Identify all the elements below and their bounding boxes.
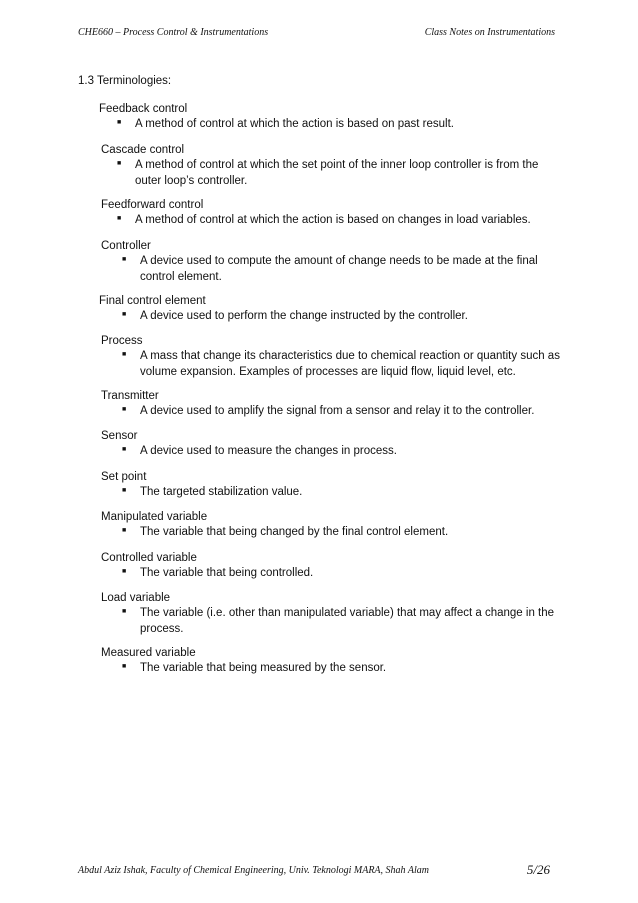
term-description: A mass that change its characteristics due to chemical reaction or quantity such as volume expansion. Examples of processes are liquid flow, liquid level, etc. — [140, 350, 560, 378]
term-description: A method of control at which the action is based on past result. — [135, 118, 454, 130]
term-description: The variable that being changed by the final control element. — [140, 526, 449, 538]
square-bullet-icon: ■ — [122, 568, 127, 575]
header-course-title: CHE660 – Process Control & Instrumentations — [78, 27, 269, 38]
term-name: Controller — [101, 240, 151, 252]
square-bullet-icon: ■ — [122, 256, 127, 263]
square-bullet-icon: ■ — [117, 119, 122, 126]
term-description: A device used to amplify the signal from a sensor and relay it to the controller. — [140, 405, 535, 417]
term-name: Process — [101, 335, 143, 347]
term-name: Sensor — [101, 430, 138, 442]
term-description: The variable that being measured by the sensor. — [140, 662, 387, 674]
square-bullet-icon: ■ — [122, 608, 127, 615]
square-bullet-icon: ■ — [122, 487, 127, 494]
square-bullet-icon: ■ — [122, 663, 127, 670]
square-bullet-icon: ■ — [122, 351, 127, 358]
term-description: A device used to measure the changes in process. — [140, 445, 397, 457]
term-description: The variable that being controlled. — [140, 567, 314, 579]
term-description: A device used to perform the change instructed by the controller. — [140, 310, 468, 322]
term-description: A method of control at which the action is based on changes in load variables. — [135, 214, 531, 226]
term-name: Measured variable — [101, 647, 196, 659]
square-bullet-icon: ■ — [122, 406, 127, 413]
term-name: Set point — [101, 471, 147, 483]
term-name: Controlled variable — [101, 552, 197, 564]
term-description: The targeted stabilization value. — [140, 486, 303, 498]
term-name: Manipulated variable — [101, 511, 208, 523]
square-bullet-icon: ■ — [122, 527, 127, 534]
square-bullet-icon: ■ — [117, 160, 122, 167]
square-bullet-icon: ■ — [117, 215, 122, 222]
term-name: Transmitter — [101, 390, 159, 402]
term-description: The variable (i.e. other than manipulated variable) that may affect a change in the process. — [140, 607, 555, 635]
footer-author: Abdul Aziz Ishak, Faculty of Chemical Engineering, Univ. Teknologi MARA, Shah Alam — [78, 865, 429, 876]
term-name: Feedback control — [99, 103, 188, 115]
term-name: Final control element — [99, 295, 206, 307]
square-bullet-icon: ■ — [122, 311, 127, 318]
term-name: Cascade control — [101, 144, 185, 156]
term-name: Load variable — [101, 592, 171, 604]
section-title: 1.3 Terminologies: — [78, 75, 172, 87]
term-description: A device used to compute the amount of change needs to be made at the final control element. — [140, 255, 538, 283]
header-notes-title: Class Notes on Instrumentations — [424, 27, 555, 38]
page-number: 5/26 — [526, 862, 550, 877]
term-name: Feedforward control — [101, 199, 204, 211]
term-description: A method of control at which the set point of the inner loop controller is from the outer loop’s controller. — [135, 159, 539, 187]
square-bullet-icon: ■ — [122, 446, 127, 453]
